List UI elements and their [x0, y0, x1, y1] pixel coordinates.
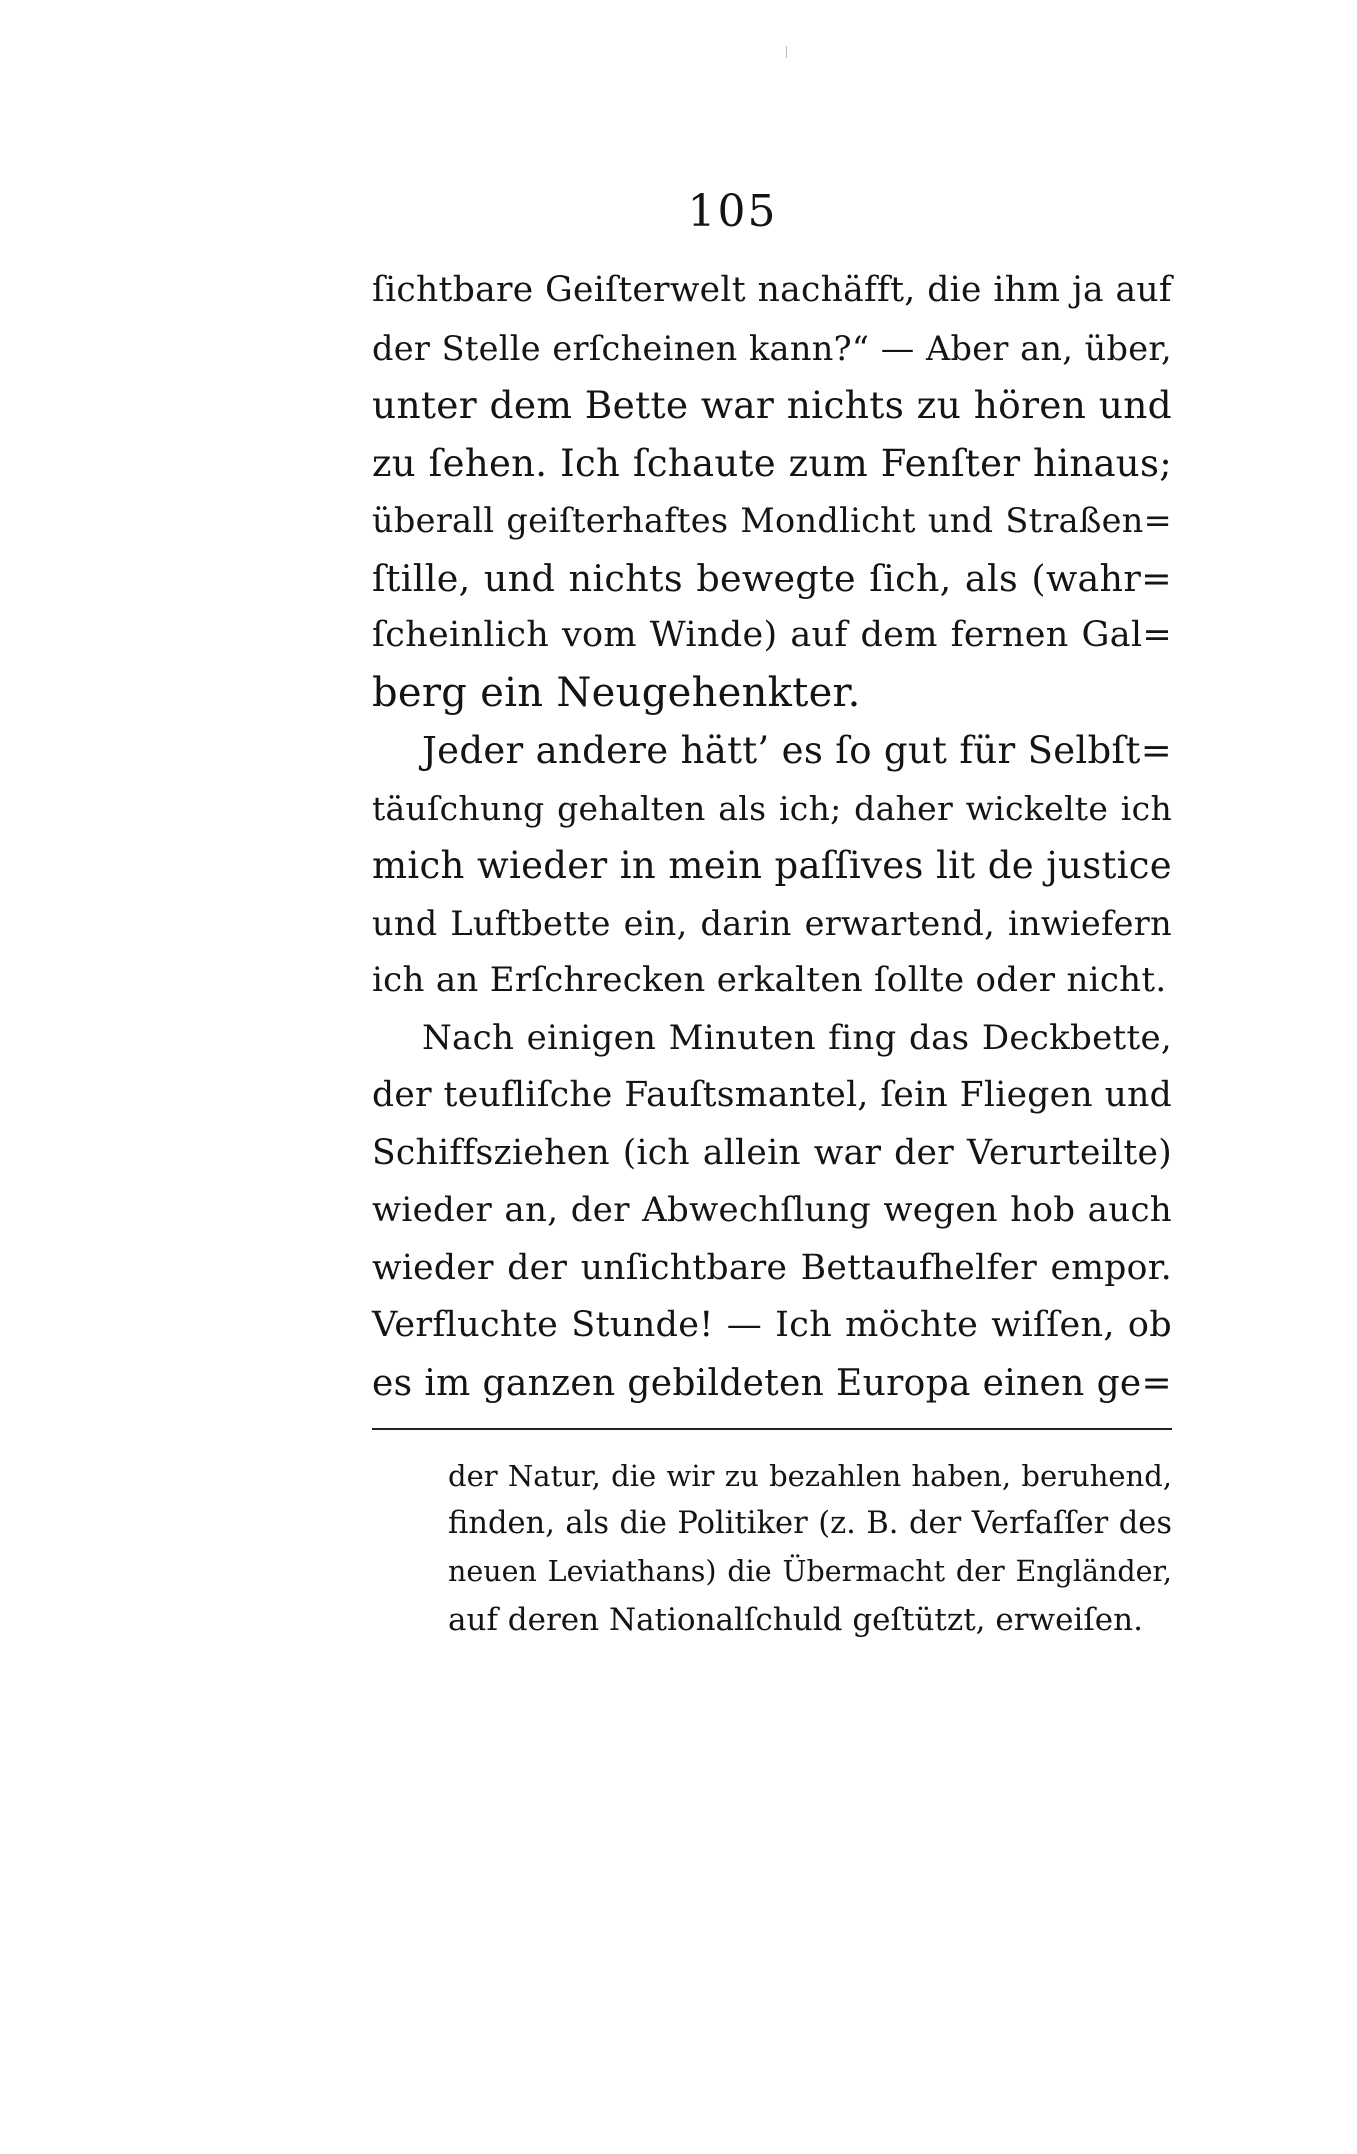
scan-mark: [786, 46, 787, 58]
text-line: ſcheinlich vom Winde) auf dem fernen Gal=: [372, 615, 1172, 655]
text-line: wieder an, der Abwechſlung wegen hob auch: [372, 1190, 1172, 1230]
text-line: der teufliſche Fauſtsmantel, ſein Fliegen und: [372, 1075, 1172, 1115]
main-text-block: [372, 262, 1172, 1412]
text-line: und Luftbette ein, darin erwartend, inwiefern: [372, 903, 1172, 943]
text-line: mich wieder in mein paſſives lit de justice: [372, 844, 1172, 887]
text-line: berg ein Neugehenkter.: [372, 669, 861, 716]
text-line: unter dem Bette war nichts zu hören und: [372, 383, 1172, 427]
footnote-line: auf deren Nationalſchuld geſtützt, erweiſen.: [448, 1602, 1143, 1638]
footnote-line: neuen Leviathans) die Übermacht der Engländer,: [448, 1555, 1172, 1588]
footnote-block: [448, 1452, 1172, 1644]
page-number: 105: [687, 186, 778, 237]
text-line: Nach einigen Minuten fing das Deckbette,: [422, 1017, 1172, 1058]
footnote-separator: [372, 1428, 1172, 1430]
text-line: überall geiſterhaftes Mondlicht und Straßen=: [372, 501, 1172, 540]
text-line: zu ſehen. Ich ſchaute zum Fenſter hinaus;: [372, 441, 1172, 485]
text-line: ich an Erſchrecken erkalten ſollte oder nicht.: [372, 960, 1167, 1000]
text-line: es im ganzen gebildeten Europa einen ge=: [372, 1362, 1172, 1404]
text-line: Verfluchte Stunde! — Ich möchte wiſſen, ob: [372, 1305, 1172, 1345]
text-line: wieder der unſichtbare Bettaufhelfer empor.: [372, 1247, 1172, 1288]
text-line: ſichtbare Geiſterwelt nachäfft, die ihm ja auf: [372, 270, 1172, 310]
text-line: täuſchung gehalten als ich; daher wickelte ich: [372, 788, 1172, 828]
text-line: ſtille, und nichts bewegte ſich, als (wahr=: [372, 556, 1172, 600]
text-line: der Stelle erſcheinen kann?“ — Aber an, über,: [372, 328, 1172, 368]
text-line: Jeder andere hätt’ es ſo gut für Selbſt=: [422, 729, 1172, 772]
text-line: Schiffsziehen (ich allein war der Verurteilte): [372, 1132, 1172, 1173]
footnote-line: der Natur, die wir zu bezahlen haben, beruhend,: [448, 1459, 1172, 1493]
footnote-line: finden, als die Politiker (z. B. der Verfaſſer des: [448, 1506, 1172, 1541]
